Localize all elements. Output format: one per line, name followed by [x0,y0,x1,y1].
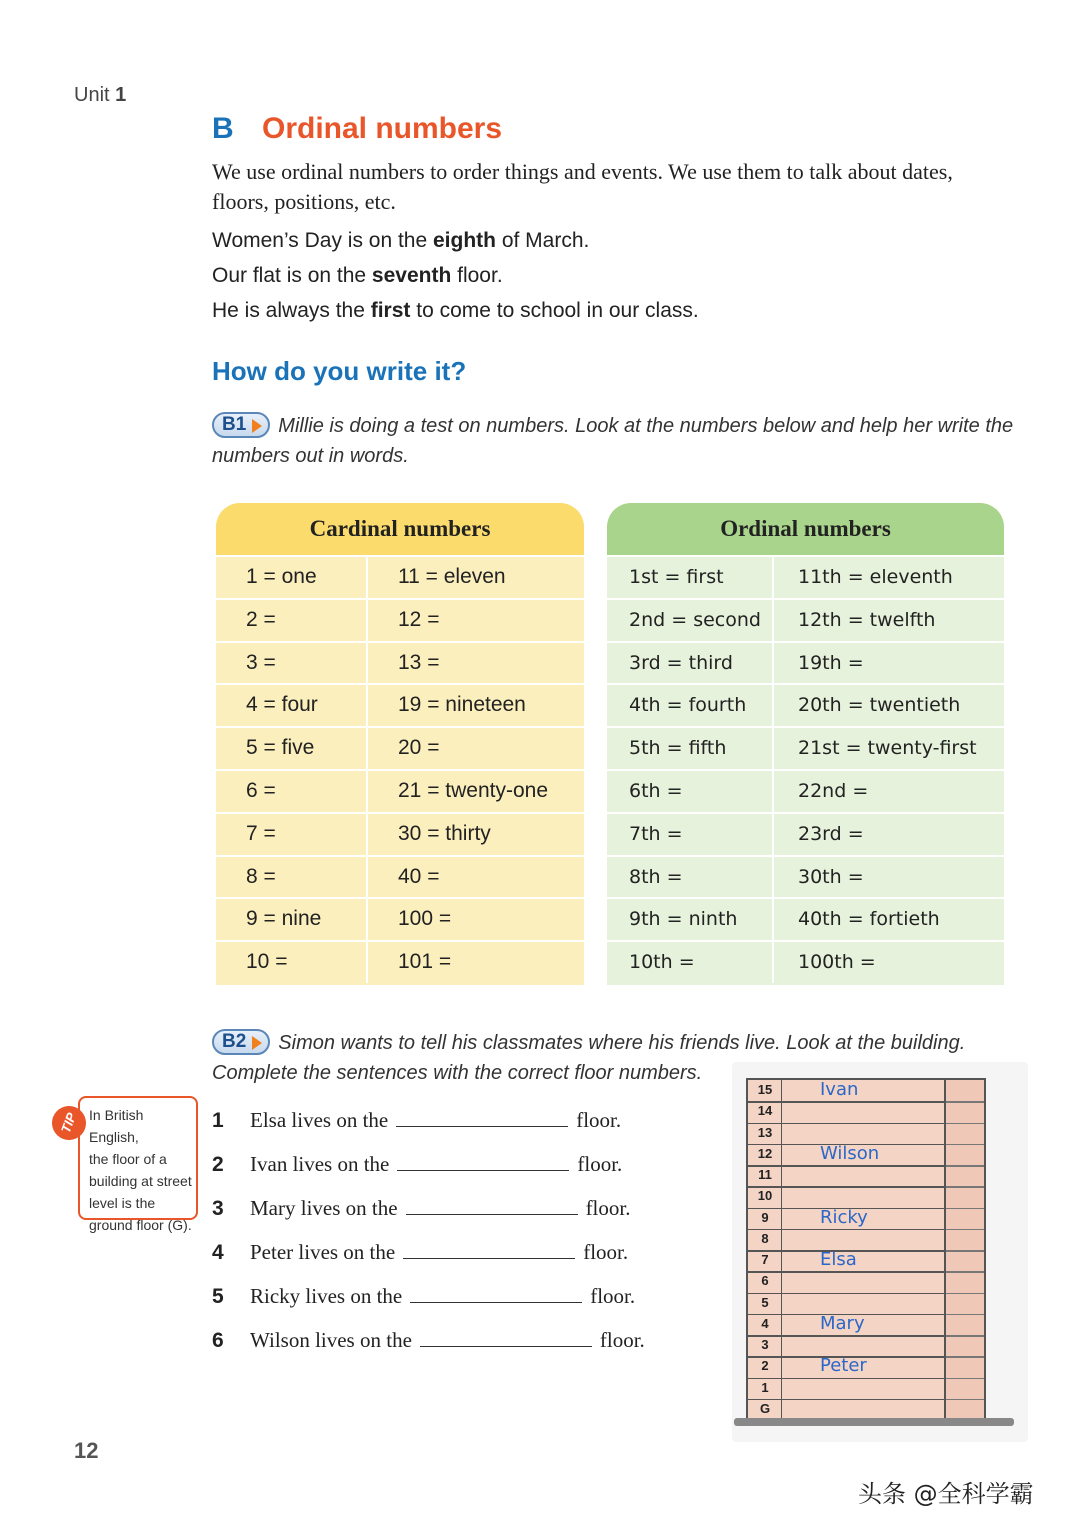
table-cell: 101 = [398,950,452,974]
table-cell: 6 = [216,771,368,812]
table-cell: 2 = [216,600,368,641]
watermark: 头条 @全科学霸 [858,1480,1034,1508]
table-cell: 20th = twentieth [798,694,961,717]
example-sentence: Our flat is on the seventh floor. [212,264,503,287]
b2-instruction: B2 Simon wants to tell his classmates where his friends live. Look at the building. Complete the sentences with the correct floor numbers. [212,1031,966,1084]
side-floor-divider [946,1293,984,1295]
table-cell: 1 = one [216,557,368,598]
table-cell: 3 = [216,643,368,684]
answer-blank[interactable] [403,1241,575,1259]
table-row [216,726,584,769]
exercise-sentence: 4 Peter lives on the floor. [212,1240,629,1264]
unit-label: Unit 1 [74,84,127,106]
table-cell: 6th = [607,771,774,812]
table-cell: 23rd = [798,822,864,845]
table-cell: 100th = [798,951,876,974]
resident-name: Mary [820,1312,865,1334]
building-ground [734,1418,1014,1426]
tip-line: building at street [89,1173,192,1189]
table-cell: 10th = [607,942,774,983]
table-row [216,555,584,598]
table-row [607,812,1004,855]
table-row [607,769,1004,812]
exercise-sentence: 5 Ricky lives on the floor. [212,1284,636,1308]
table-cell: 10 = [216,942,368,983]
answer-blank[interactable] [396,1109,568,1127]
floor-number: 14 [757,1103,773,1119]
table-row [216,769,584,812]
table-cell: 9th = ninth [607,899,774,940]
table-cell: 21 = twenty-one [398,778,549,802]
table-cell: 40th = fortieth [798,908,940,931]
table-cell: 7th = [607,814,774,855]
floor-number: 12 [757,1145,773,1161]
side-floor-divider [946,1356,984,1358]
table-row [607,683,1004,726]
table-cell: 12 = [398,607,440,631]
table-cell: 30 = thirty [398,821,491,845]
exercise-sentence: 6 Wilson lives on the floor. [212,1328,645,1352]
table-cell: 5 = five [216,728,368,769]
resident-name: Peter [820,1355,867,1377]
table-cell: 3rd = third [607,643,774,684]
floor-number: 9 [761,1209,769,1225]
side-floor-divider [946,1229,984,1231]
table-row [216,812,584,855]
table-row [216,940,584,983]
ordinal-table-title: Ordinal numbers [607,503,1004,555]
answer-blank[interactable] [420,1329,592,1347]
answer-blank[interactable] [410,1285,582,1303]
side-floor-divider [946,1144,984,1146]
subheading: How do you write it? [212,356,467,386]
side-floor-divider [946,1186,984,1188]
table-cell: 8th = [607,857,774,898]
table-cell: 20 = [398,736,440,760]
cardinal-numbers-table [216,503,584,985]
resident-name: Wilson [820,1142,880,1164]
page-number: 12 [74,1438,99,1463]
floor-number: 13 [757,1124,773,1140]
exercise-sentence: 1 Elsa lives on the floor. [212,1108,622,1132]
table-cell: 9 = nine [216,899,368,940]
tip-line: In British English, [89,1107,144,1145]
resident-name: Ivan [820,1079,859,1100]
table-cell: 11th = eleventh [798,566,953,588]
table-row [607,726,1004,769]
resident-name: Elsa [820,1249,857,1270]
table-row [216,855,584,898]
table-cell: 7 = [216,814,368,855]
tip-line: level is the [89,1195,156,1211]
table-cell: 8 = [216,857,368,898]
section-title: Ordinal numbers [262,112,503,145]
side-floor-divider [946,1314,984,1316]
b1-instruction: B1 Millie is doing a test on numbers. Look at the numbers below and help her write the numbers out in words. [212,414,1014,467]
table-row [607,897,1004,940]
b1-badge: B1 [212,412,270,438]
table-cell: 22nd = [798,779,869,802]
table-cell: 5th = fifth [607,728,774,769]
floor-number: 5 [761,1294,769,1310]
side-floor-divider [946,1208,984,1210]
table-cell: 30th = [798,865,864,888]
intro-paragraph: We use ordinal numbers to order things and events. We use them to talk about dates, floors, positions, etc. [212,159,953,214]
side-floor-divider [946,1165,984,1167]
floor-number: 10 [757,1188,773,1204]
table-cell: 1st = first [607,557,774,598]
table-cell: 100 = [398,907,452,931]
answer-blank[interactable] [406,1197,578,1215]
example-sentence: Women’s Day is on the eighth of March. [212,229,590,252]
table-cell: 19 = nineteen [398,693,526,717]
table-row [607,555,1004,598]
floor-number: 8 [761,1230,769,1246]
table-cell: 4 = four [216,685,368,726]
floor-number: 3 [761,1337,769,1352]
table-cell: 40 = [398,864,440,888]
ordinal-numbers-table [607,503,1004,985]
table-row [607,641,1004,684]
exercise-sentence: 2 Ivan lives on the floor. [212,1152,623,1176]
section-letter: B [212,112,234,145]
table-cell: 11 = eleven [398,565,506,588]
floor-number: 7 [761,1252,769,1267]
table-cell: 19th = [798,651,864,674]
exercise-sentence: 3 Mary lives on the floor. [212,1196,631,1220]
table-cell: 12th = twelfth [798,608,936,631]
floor-number: G [759,1400,771,1416]
building-side [946,1078,986,1422]
answer-blank[interactable] [397,1153,569,1171]
tip-line: ground floor (G). [89,1217,192,1233]
cardinal-table-title: Cardinal numbers [216,503,584,555]
table-row [216,897,584,940]
building-illustration [746,1078,946,1422]
table-cell: 2nd = second [607,600,774,641]
resident-name: Ricky [820,1206,868,1228]
side-floor-divider [946,1101,984,1103]
side-floor-divider [946,1250,984,1252]
table-row [607,598,1004,641]
table-row [216,598,584,641]
side-floor-divider [946,1271,984,1273]
table-row [607,855,1004,898]
table-cell: 13 = [398,650,440,674]
table-row [216,641,584,684]
table-row [216,683,584,726]
side-floor-divider [946,1378,984,1380]
table-cell: 21st = twenty-first [798,737,977,760]
floor-number: 15 [757,1082,773,1097]
example-sentence: He is always the first to come to school in our class. [212,299,699,322]
table-cell: 4th = fourth [607,685,774,726]
floor-number: 6 [761,1273,769,1289]
tip-box [78,1096,198,1233]
floor-number: 2 [761,1358,769,1374]
side-floor-divider [946,1123,984,1125]
b2-badge: B2 [212,1029,270,1055]
side-floor-divider [946,1399,984,1401]
floor-number: 11 [758,1167,772,1182]
table-row [607,940,1004,983]
tip-icon: TIP [47,1101,91,1145]
side-floor-divider [946,1335,984,1337]
tip-line: the floor of a [89,1151,167,1167]
floor-number: 1 [761,1379,769,1395]
floor-number: 4 [761,1315,769,1331]
